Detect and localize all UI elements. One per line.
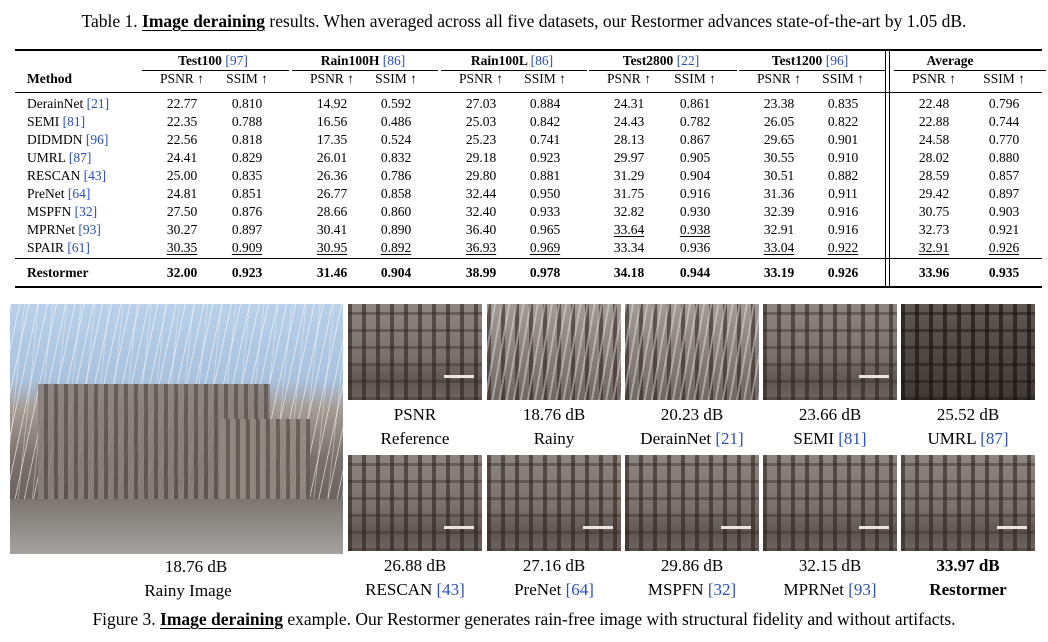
value-cell: 29.97 (613, 150, 645, 165)
crop-photo (901, 455, 1035, 551)
method-name: UMRL (27, 150, 66, 165)
value-cell: 36.40 (465, 222, 497, 237)
crop-psnr: 20.23 dB (660, 405, 724, 424)
method-citation: [96] (85, 132, 109, 147)
crop-photo (487, 304, 621, 400)
figure-caption-keyword: Image deraining (160, 609, 284, 629)
table-caption-prefix: Table 1. (81, 11, 138, 31)
scale-bar-mark (583, 526, 613, 529)
crop-citation: [81] (838, 429, 867, 448)
value-cell: 0.978 (529, 265, 561, 280)
group-underline (589, 70, 737, 71)
group-citation: [97] (225, 53, 248, 68)
group-name: Average (926, 53, 974, 68)
value-cell: 29.80 (465, 168, 497, 183)
table-group-header (927, 52, 974, 70)
crop-method-name: RESCAN (365, 580, 433, 599)
crop-label (648, 580, 736, 600)
method-citation: [61] (67, 240, 90, 255)
value-cell: 0.880 (988, 150, 1020, 165)
method-citation: [81] (62, 114, 86, 129)
value-cell: 0.922 (827, 240, 859, 255)
value-cell: 22.35 (166, 114, 198, 129)
value-cell: 31.46 (316, 265, 348, 280)
value-cell: 30.41 (316, 222, 348, 237)
table-row (15, 95, 1042, 113)
value-cell: 32.91 (918, 240, 950, 255)
psnr-column-header: PSNR ↑ (757, 71, 801, 86)
value-cell: 28.13 (613, 132, 645, 147)
value-cell: 33.19 (763, 265, 795, 280)
value-cell: 24.43 (613, 114, 645, 129)
value-cell: 0.770 (988, 132, 1020, 147)
value-cell: 0.524 (380, 132, 412, 147)
crop-citation: [43] (436, 580, 465, 599)
psnr-column-header: PSNR ↑ (912, 71, 956, 86)
value-cell: 0.861 (679, 96, 711, 111)
value-cell: 24.81 (166, 186, 198, 201)
value-cell: 0.829 (231, 150, 263, 165)
scale-bar-mark (859, 375, 889, 378)
table-caption-text: results. When averaged across all five datasets, our Restormer advances state-of-the-art by 1.05 dB. (269, 11, 967, 31)
method-cell (27, 167, 106, 185)
value-cell: 30.55 (763, 150, 795, 165)
figure-caption (0, 609, 1048, 630)
group-underline (894, 70, 1046, 71)
group-name: Test1200 (771, 53, 823, 68)
value-cell: 0.911 (828, 186, 858, 201)
value-cell: 0.744 (988, 114, 1020, 129)
crop-psnr: PSNR (393, 405, 437, 424)
crop-photo (487, 455, 621, 551)
value-cell: 0.903 (988, 204, 1020, 219)
crop-photo (763, 455, 897, 551)
table-caption (0, 11, 1048, 32)
value-cell: 33.64 (613, 222, 645, 237)
method-cell (27, 221, 101, 239)
value-cell: 0.897 (231, 222, 263, 237)
method-name: PreNet (27, 186, 65, 201)
value-cell: 0.882 (827, 168, 859, 183)
value-cell: 0.592 (380, 96, 412, 111)
value-cell: 27.03 (465, 96, 497, 111)
method-name: DIDMDN (27, 132, 83, 147)
value-cell: 0.923 (529, 150, 561, 165)
value-cell: 28.66 (316, 204, 348, 219)
method-citation: [64] (67, 186, 91, 201)
psnr-column-header: PSNR ↑ (459, 71, 503, 86)
crop-label (365, 580, 465, 600)
value-cell: 0.916 (827, 222, 859, 237)
value-cell: 25.23 (465, 132, 497, 147)
group-name: Rain100H (320, 53, 380, 68)
value-cell: 29.18 (465, 150, 497, 165)
rainy-image-photo (10, 304, 343, 554)
value-cell: 28.02 (918, 150, 950, 165)
crop-method-name: Reference (380, 429, 450, 448)
group-citation: [86] (530, 53, 554, 68)
value-cell: 24.41 (166, 150, 198, 165)
method-citation: [87] (68, 150, 92, 165)
crop-method-name: DerainNet (640, 429, 712, 448)
method-name: Restormer (27, 265, 89, 280)
method-name: RESCAN (27, 168, 81, 183)
value-cell: 0.910 (827, 150, 859, 165)
crop-photo (348, 304, 482, 400)
group-underline (292, 70, 438, 71)
value-cell: 23.38 (763, 96, 795, 111)
value-cell: 0.835 (231, 168, 263, 183)
crop-psnr: 23.66 dB (798, 405, 862, 424)
figure-caption-prefix: Figure 3. (92, 609, 156, 629)
crop-method-name: PreNet (514, 580, 562, 599)
value-cell: 0.832 (380, 150, 412, 165)
value-cell: 0.788 (231, 114, 263, 129)
value-cell: 0.890 (380, 222, 412, 237)
value-cell: 0.905 (679, 150, 711, 165)
scale-bar-mark (859, 526, 889, 529)
method-citation: [32] (74, 204, 98, 219)
group-citation: [96] (825, 53, 849, 68)
value-cell: 0.926 (827, 265, 859, 280)
value-cell: 32.00 (166, 265, 198, 280)
crop-citation: [87] (980, 429, 1009, 448)
value-cell: 29.65 (763, 132, 795, 147)
crop-photo (763, 304, 897, 400)
value-cell: 0.930 (679, 204, 711, 219)
value-cell: 0.786 (380, 168, 412, 183)
group-citation: [22] (676, 53, 700, 68)
value-cell: 33.96 (918, 265, 950, 280)
rainy-image-label: Rainy Image (144, 581, 232, 600)
crop-label (534, 429, 575, 449)
crop-citation: [32] (707, 580, 737, 599)
value-cell: 0.935 (988, 265, 1020, 280)
value-cell: 16.56 (316, 114, 348, 129)
table-group-header (772, 52, 848, 70)
value-cell: 0.904 (679, 168, 711, 183)
value-cell: 32.44 (465, 186, 497, 201)
value-cell: 0.904 (380, 265, 412, 280)
value-cell: 0.909 (231, 240, 263, 255)
table-row (15, 239, 1042, 257)
value-cell: 26.36 (316, 168, 348, 183)
crop-label (514, 580, 594, 600)
value-cell: 36.93 (465, 240, 497, 255)
value-cell: 0.916 (679, 186, 711, 201)
table-row (15, 167, 1042, 185)
value-cell: 32.73 (918, 222, 950, 237)
scale-bar-mark (444, 526, 474, 529)
road-shape (10, 499, 343, 554)
method-name: SPAIR (27, 240, 65, 255)
value-cell: 27.50 (166, 204, 198, 219)
value-cell: 0.921 (988, 222, 1020, 237)
crop-citation: [93] (848, 580, 877, 599)
value-cell: 33.34 (613, 240, 645, 255)
value-cell: 0.965 (529, 222, 561, 237)
table-metric-header-row (15, 70, 1042, 88)
crop-psnr: 33.97 dB (936, 556, 1000, 575)
value-cell: 14.92 (316, 96, 348, 111)
method-cell (27, 95, 109, 113)
crop-label (640, 429, 743, 449)
method-name: SEMI (27, 114, 60, 129)
value-cell: 0.876 (231, 204, 263, 219)
table-top-rule (15, 49, 1042, 51)
group-underline (739, 70, 885, 71)
scale-bar-mark (444, 375, 474, 378)
crop-psnr: 26.88 dB (383, 556, 447, 575)
value-cell: 0.741 (529, 132, 561, 147)
method-cell (27, 185, 90, 203)
ssim-column-header: SSIM ↑ (674, 71, 716, 86)
crop-psnr: 32.15 dB (798, 556, 862, 575)
crop-photo (625, 455, 759, 551)
group-underline (441, 70, 587, 71)
method-citation: [43] (83, 168, 107, 183)
value-cell: 30.75 (918, 204, 950, 219)
rainy-image-psnr: 18.76 dB (164, 557, 228, 576)
crop-method-name: MPRNet (783, 580, 844, 599)
value-cell: 26.05 (763, 114, 795, 129)
crop-psnr: 29.86 dB (660, 556, 724, 575)
table-divider-line (889, 51, 890, 286)
value-cell: 22.77 (166, 96, 198, 111)
value-cell: 0.950 (529, 186, 561, 201)
value-cell: 0.892 (380, 240, 412, 255)
value-cell: 0.858 (380, 186, 412, 201)
ssim-column-header: SSIM ↑ (226, 71, 268, 86)
value-cell: 0.926 (988, 240, 1020, 255)
value-cell: 0.867 (679, 132, 711, 147)
crop-citation: [64] (565, 580, 594, 599)
crop-photo (901, 304, 1035, 400)
value-cell: 30.35 (166, 240, 198, 255)
value-cell: 0.938 (679, 222, 711, 237)
value-cell: 38.99 (465, 265, 497, 280)
group-name: Test100 (178, 53, 222, 68)
crop-method-name: MSPFN (647, 580, 704, 599)
table-divider-line (885, 51, 886, 286)
value-cell: 0.884 (529, 96, 561, 111)
crop-label (929, 580, 1006, 600)
crop-method-name: Restormer (929, 580, 1007, 599)
value-cell: 30.27 (166, 222, 198, 237)
method-cell (27, 239, 90, 257)
value-cell: 0.860 (380, 204, 412, 219)
crop-photo (625, 304, 759, 400)
table-caption-keyword: Image deraining (142, 11, 266, 31)
value-cell: 33.04 (763, 240, 795, 255)
value-cell: 0.486 (380, 114, 412, 129)
group-name: Rain100L (470, 53, 528, 68)
value-cell: 0.933 (529, 204, 561, 219)
table-row-best (15, 264, 1042, 282)
table-group-header (321, 52, 405, 70)
value-cell: 25.03 (465, 114, 497, 129)
value-cell: 34.18 (613, 265, 645, 280)
value-cell: 0.923 (231, 265, 263, 280)
table-row (15, 113, 1042, 131)
crop-label (783, 580, 876, 600)
table-group-header-row (15, 52, 1042, 70)
psnr-column-header: PSNR ↑ (160, 71, 204, 86)
value-cell: 32.39 (763, 204, 795, 219)
value-cell: 0.944 (679, 265, 711, 280)
value-cell: 0.881 (529, 168, 561, 183)
value-cell: 0.835 (827, 96, 859, 111)
table-group-header (623, 52, 699, 70)
value-cell: 25.00 (166, 168, 198, 183)
crop-photo (348, 455, 482, 551)
scale-bar-mark (721, 526, 751, 529)
value-cell: 24.58 (918, 132, 950, 147)
crop-psnr: 25.52 dB (936, 405, 1000, 424)
crop-psnr: 18.76 dB (522, 405, 586, 424)
table-group-header (471, 52, 553, 70)
table-row (15, 185, 1042, 203)
value-cell: 32.82 (613, 204, 645, 219)
value-cell: 31.75 (613, 186, 645, 201)
value-cell: 22.56 (166, 132, 198, 147)
method-cell (27, 149, 91, 167)
value-cell: 0.782 (679, 114, 711, 129)
value-cell: 0.822 (827, 114, 859, 129)
group-citation: [86] (382, 53, 406, 68)
value-cell: 0.936 (679, 240, 711, 255)
method-citation: [93] (78, 222, 101, 237)
value-cell: 0.857 (988, 168, 1020, 183)
crop-label (381, 429, 450, 449)
value-cell: 26.77 (316, 186, 348, 201)
psnr-column-header: PSNR ↑ (310, 71, 354, 86)
ssim-column-header: SSIM ↑ (822, 71, 864, 86)
crop-psnr: 27.16 dB (522, 556, 586, 575)
table-bottom-rule (15, 286, 1042, 288)
method-cell (27, 131, 108, 149)
crop-method-name: UMRL (927, 429, 976, 448)
scale-bar-mark (997, 526, 1027, 529)
value-cell: 28.59 (918, 168, 950, 183)
value-cell: 31.36 (763, 186, 795, 201)
method-name: DerainNet (27, 96, 84, 111)
value-cell: 0.897 (988, 186, 1020, 201)
value-cell: 0.842 (529, 114, 561, 129)
method-name: MSPFN (27, 204, 72, 219)
method-name: MPRNet (27, 222, 76, 237)
ssim-column-header: SSIM ↑ (375, 71, 417, 86)
value-cell: 0.810 (231, 96, 263, 111)
value-cell: 0.796 (988, 96, 1020, 111)
method-cell (27, 203, 97, 221)
value-cell: 30.51 (763, 168, 795, 183)
value-cell: 29.42 (918, 186, 950, 201)
figure-caption-text: example. Our Restormer generates rain-free image with structural fidelity and without artifacts. (287, 609, 956, 629)
value-cell: 22.88 (918, 114, 950, 129)
value-cell: 22.48 (918, 96, 950, 111)
value-cell: 30.95 (316, 240, 348, 255)
value-cell: 17.35 (316, 132, 348, 147)
psnr-column-header: PSNR ↑ (607, 71, 651, 86)
value-cell: 26.01 (316, 150, 348, 165)
table-row (15, 203, 1042, 221)
value-cell: 0.969 (529, 240, 561, 255)
value-cell: 32.91 (763, 222, 795, 237)
group-underline (142, 70, 289, 71)
value-cell: 31.29 (613, 168, 645, 183)
value-cell: 0.851 (231, 186, 263, 201)
crop-citation: [21] (715, 429, 744, 448)
table-mid-rule (15, 258, 1042, 259)
value-cell: 0.901 (827, 132, 859, 147)
group-name: Test2800 (622, 53, 674, 68)
table-row (15, 149, 1042, 167)
ssim-column-header: SSIM ↑ (524, 71, 566, 86)
value-cell: 0.916 (827, 204, 859, 219)
value-cell: 0.818 (231, 132, 263, 147)
value-cell: 24.31 (613, 96, 645, 111)
method-cell (27, 113, 85, 131)
crop-method-name: Rainy (533, 429, 575, 448)
value-cell: 32.40 (465, 204, 497, 219)
crop-label (927, 429, 1008, 449)
method-citation: [21] (86, 96, 110, 111)
table-row (15, 131, 1042, 149)
method-column-header: Method (27, 71, 72, 86)
table-header-rule (15, 92, 1042, 93)
table-group-header (178, 52, 248, 70)
table-row (15, 221, 1042, 239)
crop-method-name: SEMI (793, 429, 835, 448)
ssim-column-header: SSIM ↑ (983, 71, 1025, 86)
crop-label (793, 429, 866, 449)
